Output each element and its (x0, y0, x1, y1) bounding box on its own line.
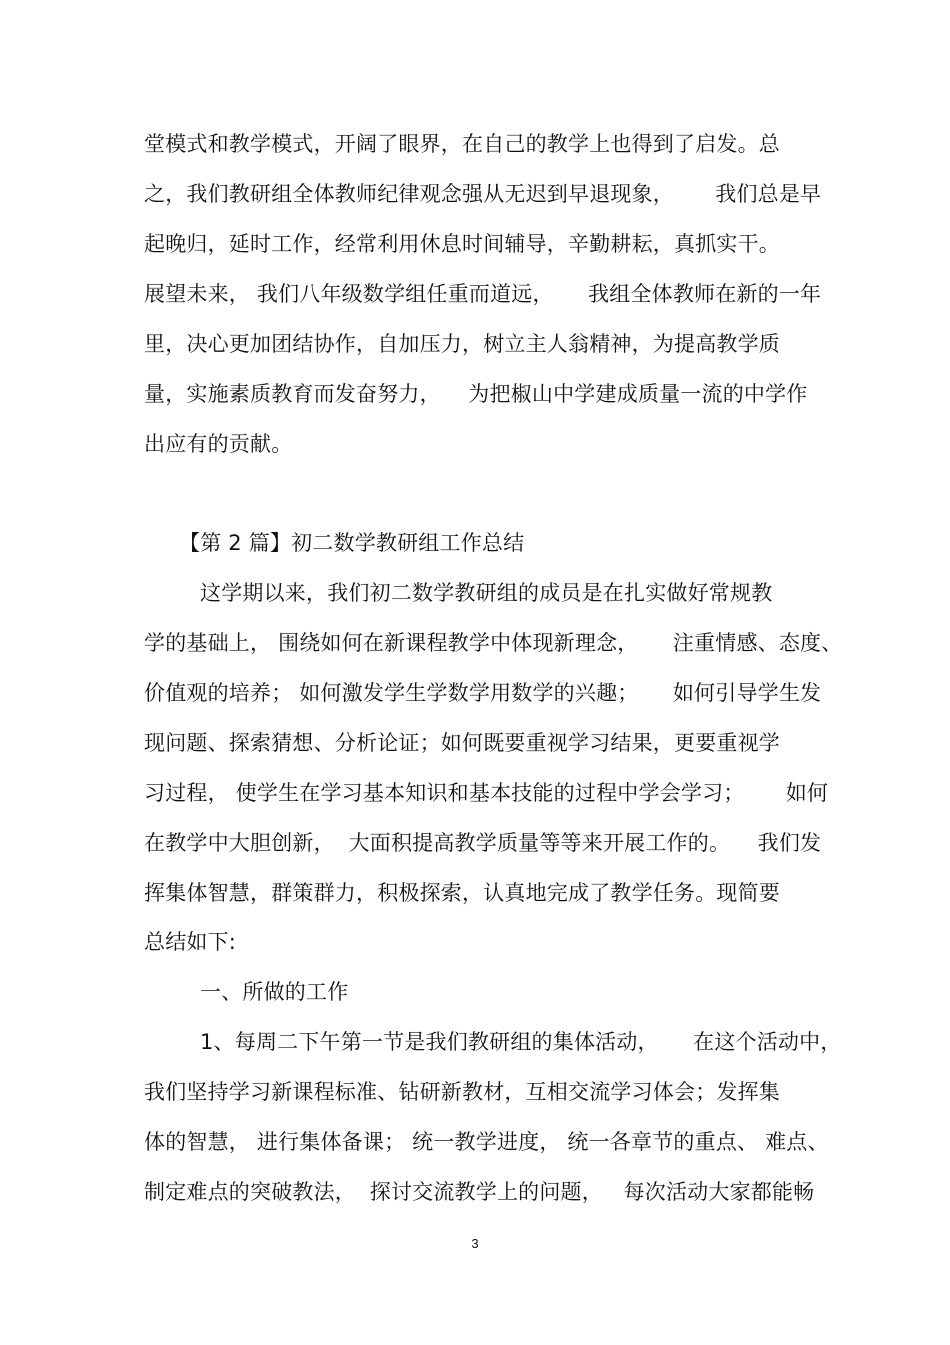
text-line: 出应有的贡献。 (144, 432, 293, 456)
text-line: 量，实施素质教育而发奋努力， 为把椒山中学建成质量一流的中学作 (144, 382, 808, 406)
text-line: 这学期以来，我们初二数学教研组的成员是在扎实做好常规教 (200, 581, 773, 605)
page-number: 3 (471, 1236, 479, 1251)
text-line: 堂模式和教学模式，开阔了眼界，在自己的教学上也得到了启发。总 (144, 132, 780, 156)
text-line: 展望未来， 我们八年级数学组任重而道远， 我组全体教师在新的一年 (144, 282, 822, 306)
text-line: 1、每周二下午第一节是我们教研组的集体活动， 在这个活动中， (200, 1030, 842, 1054)
text-line: 里，决心更加团结协作，自加压力，树立主人翁精神，为提高教学质 (144, 332, 780, 356)
text-line: 现问题、探索猜想、分析论证；如何既要重视学习结果，更要重视学 (144, 731, 780, 755)
text-line: 在教学中大胆创新， 大面积提高教学质量等等来开展工作的。 我们发 (144, 831, 822, 855)
text-line: 习过程， 使学生在学习基本知识和基本技能的过程中学会学习； 如何 (144, 781, 829, 805)
text-line: 体的智慧， 进行集体备课； 统一教学进度， 统一各章节的重点、 难点、 (144, 1130, 829, 1154)
text-line: 我们坚持学习新课程标准、钻研新教材，互相交流学习体会；发挥集 (144, 1080, 780, 1104)
text-line: 之，我们教研组全体教师纪律观念强从无迟到早退现象， 我们总是早 (144, 182, 822, 206)
text-line: 总结如下: (144, 930, 237, 954)
text-line: 制定难点的突破教法， 探讨交流教学上的问题， 每次活动大家都能畅 (144, 1180, 815, 1204)
text-line: 起晚归，延时工作，经常利用休息时间辅导，辛勤耕耘，真抓实干。 (144, 232, 780, 256)
text-line: 学的基础上， 围绕如何在新课程教学中体现新理念， 注重情感、态度、 (144, 631, 843, 655)
section-heading: 【第 2 篇】初二数学教研组工作总结 (179, 531, 525, 555)
text-line: 挥集体智慧，群策群力，积极探索，认真地完成了教学任务。现简要 (144, 881, 780, 905)
text-line: 价值观的培养； 如何激发学生学数学用数学的兴趣； 如何引导学生发 (144, 681, 822, 705)
subsection-heading: 一、所做的工作 (200, 980, 349, 1004)
